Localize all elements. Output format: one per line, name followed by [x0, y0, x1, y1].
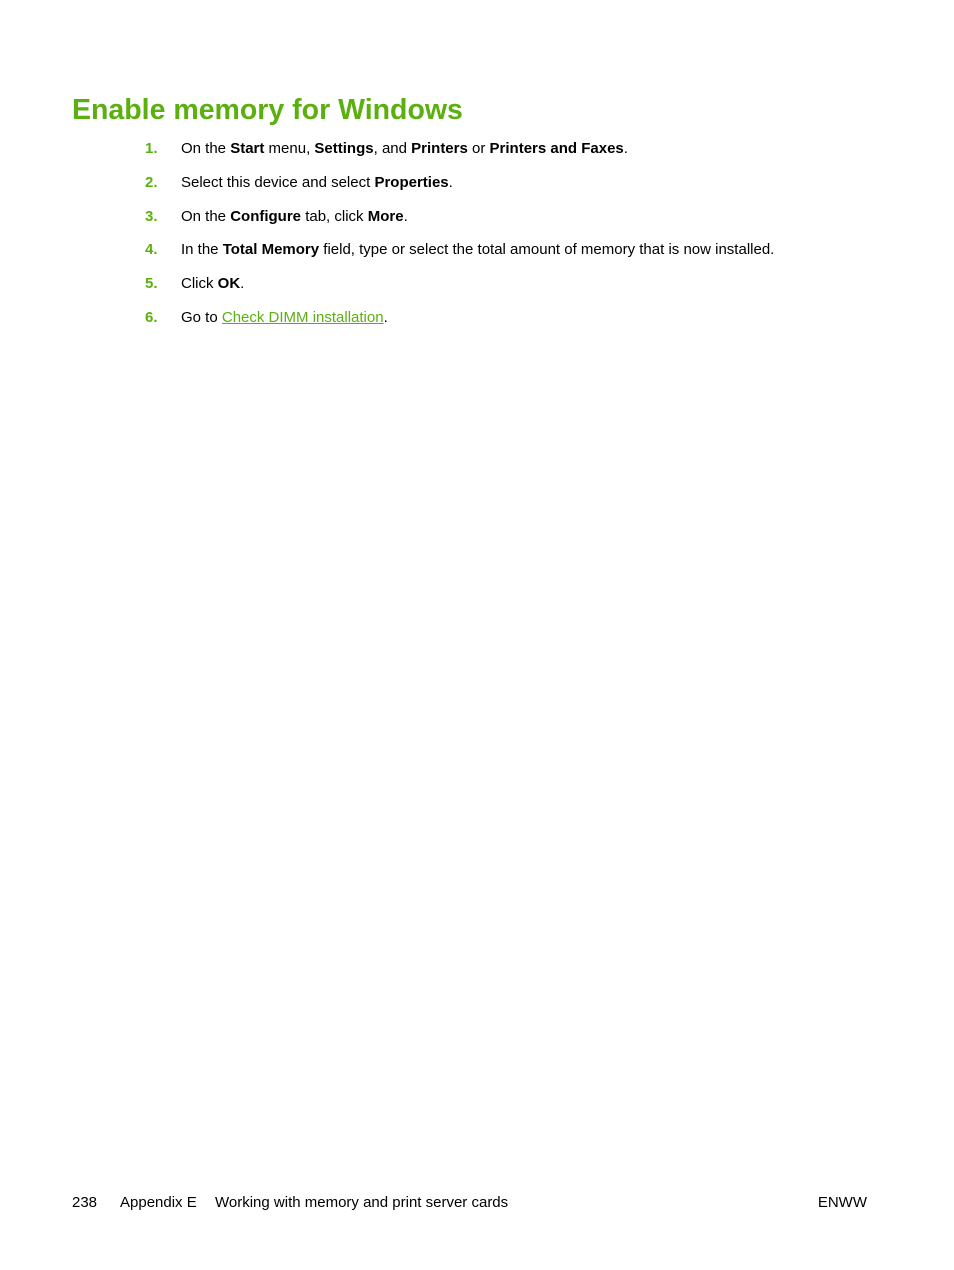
step-text-run: , and: [373, 140, 412, 157]
check-dimm-installation-link[interactable]: Check DIMM installation: [221, 308, 384, 326]
list-item: [0, 301, 954, 335]
step-text-run: .: [448, 173, 453, 191]
step-text-run: .: [240, 275, 245, 293]
step-number: 5.: [145, 275, 158, 293]
ui-term: More: [367, 207, 404, 225]
step-text: [181, 301, 388, 335]
footer-page-number: 238: [72, 1194, 98, 1211]
footer-section-title: Working with memory and print server cards: [215, 1194, 509, 1211]
ui-term: Printers: [411, 140, 468, 157]
step-text-run: On the: [181, 207, 231, 225]
steps-list: [0, 132, 954, 335]
page-footer: [72, 1192, 867, 1214]
step-text-run: Select this device and select: [181, 173, 375, 191]
ui-term: Settings: [314, 140, 374, 157]
list-item: [0, 166, 954, 200]
step-text-run: .: [403, 207, 408, 225]
step-text-run: On the: [181, 140, 231, 157]
step-number: 1.: [145, 140, 158, 157]
step-text-run: .: [383, 308, 388, 326]
step-text-run: In the: [181, 241, 223, 259]
step-number: 3.: [145, 207, 158, 225]
step-text: [181, 267, 244, 301]
ui-term: Start: [230, 140, 265, 157]
list-item: [0, 267, 954, 301]
step-text: [181, 200, 408, 234]
step-text: [181, 233, 774, 267]
step-text-run: or: [467, 140, 490, 157]
ui-term: Printers and Faxes: [489, 140, 624, 157]
step-text: [181, 166, 453, 200]
footer-chapter: Appendix E: [120, 1194, 197, 1211]
step-number: 2.: [145, 173, 158, 191]
footer-doc-code: ENWW: [817, 1194, 867, 1211]
step-text-run: .: [623, 140, 628, 157]
step-text: [181, 132, 628, 166]
ui-term: Configure: [230, 207, 302, 225]
step-number: 6.: [145, 308, 158, 326]
page-title: Enable memory for Windows: [72, 94, 463, 126]
list-item: [0, 132, 954, 166]
step-text-run: tab, click: [301, 207, 368, 225]
ui-term: OK: [217, 275, 241, 293]
step-text-run: Go to: [181, 308, 222, 326]
step-text-run: Click: [181, 275, 218, 293]
list-item: [0, 200, 954, 234]
list-item: [0, 233, 954, 267]
step-text-run: field, type or select the total amount of memory that is now installed.: [319, 241, 775, 259]
step-text-run: menu,: [264, 140, 315, 157]
ui-term: Properties: [374, 173, 449, 191]
ui-term: Total Memory: [222, 241, 320, 259]
step-number: 4.: [145, 241, 158, 259]
